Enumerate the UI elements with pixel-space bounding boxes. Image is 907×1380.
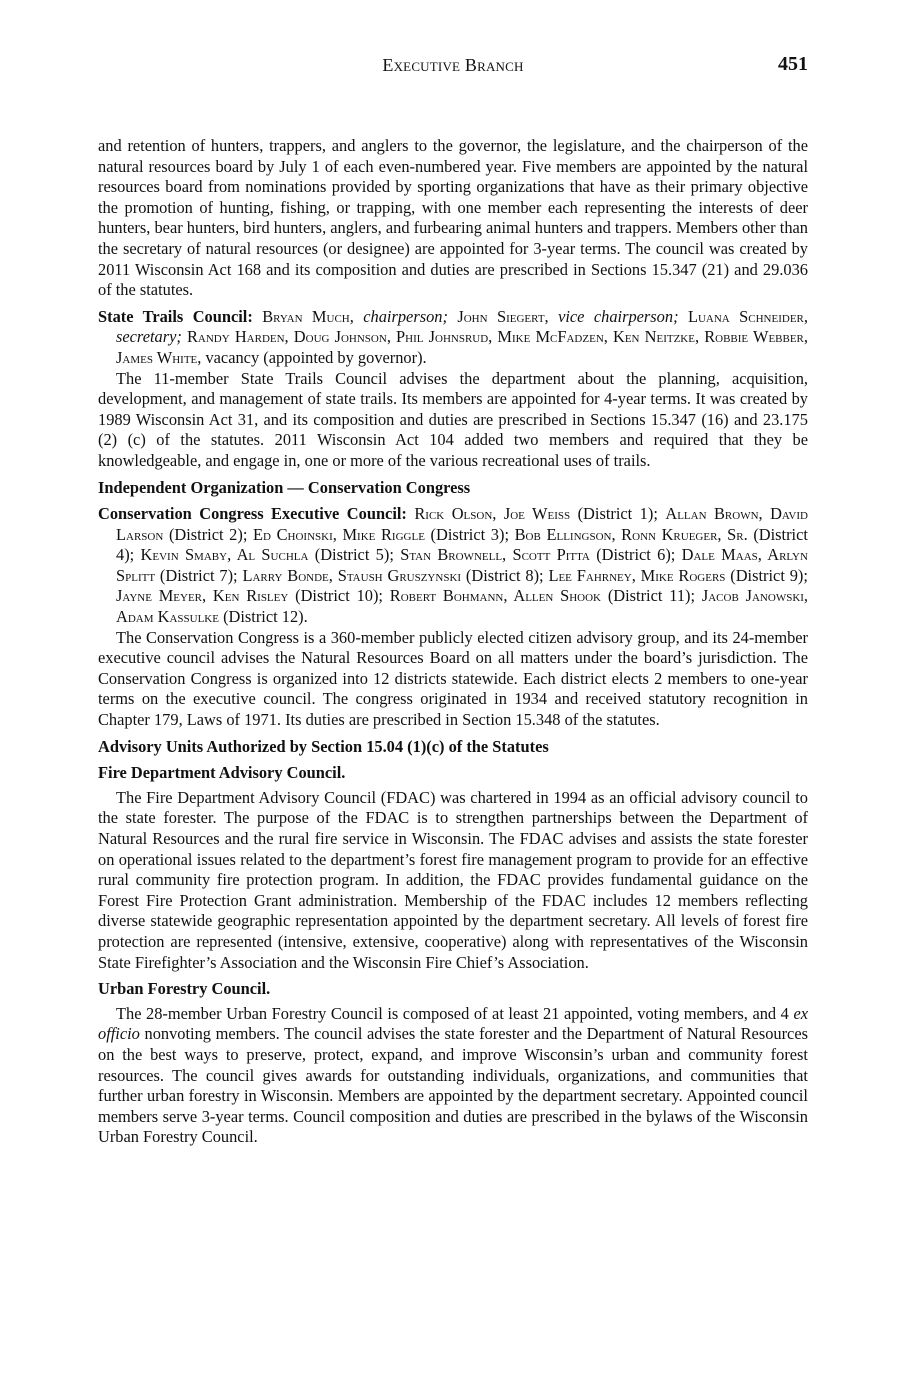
entry-title: Conservation Congress Executive Council: (98, 504, 407, 524)
district-label: (District 7); (159, 565, 238, 585)
member-name: Bryan Much (262, 306, 350, 326)
member-names: Stan Brownell, Scott Pitta (400, 545, 590, 565)
district-label: (District 1); (577, 504, 658, 524)
member-names: Dale Maas, Arlyn Splitt (116, 545, 808, 585)
conservation-congress-entry (98, 504, 808, 628)
member-names: Larry Bonde, Staush Gruszynski (242, 565, 462, 585)
member-names: Allan Brown, David Larson (116, 504, 808, 544)
urban-forestry-heading: Urban Forestry Council. (98, 979, 271, 999)
district-label: (District 9); (730, 565, 808, 585)
conservation-congress-description: The Conservation Congress is a 360-member publicly elected citizen advisory group, and its 24-member executive council advises the Natural Resources Board on all matters under the board’s jurisdiction. The Conservation Congress is organized into 12 districts statewide. Each district elects 2 members to one-year terms on the executive council. The congress originated in 1934 and received statutory recognition in Chapter 179, Laws of 1971. Its duties are prescribed in Section 15.348 of the statutes. (98, 627, 808, 730)
district-label: (District 11); (607, 586, 696, 606)
member-role: chairperson; (363, 306, 448, 326)
member-names: Kevin Smaby, Al Suchla (140, 545, 309, 565)
member-name: John Siegert (457, 306, 545, 326)
running-head: Executive Branch (382, 55, 524, 75)
district-label: (District 3); (430, 524, 509, 544)
member-names: Rick Olson, Joe Weiss (414, 504, 571, 524)
section-heading-independent: Independent Organization — Conservation Congress (98, 477, 471, 497)
member-names: Jacob Janowski, Adam Kassulke (116, 586, 809, 627)
member-names: Jayne Meyer, Ken Risley (116, 586, 289, 606)
member-role: secretary; (116, 327, 182, 347)
fdac-heading: Fire Department Advisory Council. (98, 763, 346, 783)
entry-title: State Trails Council: (98, 306, 253, 326)
district-label: (District 5); (314, 545, 394, 565)
italic-term: ex officio (98, 1003, 808, 1044)
text-run: The 28-member Urban Forestry Council is composed of at least 21 appointed, voting members, and 4 (116, 1003, 794, 1023)
section-heading-advisory: Advisory Units Authorized by Section 15.04 (1)(c) of the Statutes (98, 736, 549, 756)
text-run: nonvoting members. The council advises the state forester and the Department of Natural Resources on the best ways to preserve, protect, expand, and improve Wisconsin’s urban and community forest resources. The council gives awards for outstanding individuals, organizations, and communities that further urban forestry in Wisconsin. Members are appointed by the department secretary. Appointed council members serve 3-year terms. Council composition and duties are prescribed in the bylaws of the Wisconsin Urban Forestry Council. (98, 1024, 808, 1147)
fdac-description: The Fire Department Advisory Council (FDAC) was chartered in 1994 as an official advisory council to the state forester. The purpose of the FDAC is to strengthen partnerships between the Department of Natural Resources and the rural fire service in Wisconsin. The FDAC advises and assists the state forester on operational issues related to the department’s forest fire management program to provide for an effective rural community fire protection program. In addition, the FDAC provides fundamental guidance on the Forest Fire Protection Grant administration. Membership of the FDAC includes 12 members reflecting diverse statewide geographic representation appointed by the department secretary. All levels of forest fire protection are represented (intensive, extensive, cooperative) along with representatives of the Wisconsin State Firefighter’s Association and the Wisconsin Fire Chief’s Association. (98, 787, 808, 972)
member-name: Luana Schneider (687, 306, 804, 326)
member-names: Robert Bohmann, Allen Shook (389, 586, 601, 606)
urban-forestry-description (98, 1004, 808, 1148)
state-trails-description: The 11-member State Trails Council advises the department about the planning, acquisition, development, and management of state trails. Its members are appointed for 4-year terms. It was created by 1989 Wisconsin Act 31, and its composition and duties are prescribed in Sections 15.347 (16) and 23.175 (2) (c) of the statutes. 2011 Wisconsin Act 104 added two members and required that they be knowledgeable, and engage in, one or more of the various recreational uses of trails. (98, 368, 808, 470)
continued-paragraph: and retention of hunters, trappers, and anglers to the governor, the legislature, and the chairperson of the natural resources board by July 1 of each even-numbered year. Five members are appointed by the natural resources board from nominations provided by sporting organizations that have as their primary objective the promotion of hunting, fishing, or trapping, with one member each representing the interests of deer hunters, bear hunters, bird hunters, anglers, and furbearing animal hunters and trappers. Members other than the secretary of natural resources (or designee) are appointed for 3-year terms. The council was created by 2011 Wisconsin Act 168 and its composition and duties are prescribed in Sections 15.347 (21) and 29.036 of the statutes. (98, 136, 808, 300)
district-label: (District 2); (168, 524, 248, 544)
district-label: (District 10); (295, 586, 383, 606)
page-body (98, 136, 808, 1148)
page-header (98, 55, 808, 83)
district-label: (District 12). (223, 607, 308, 627)
district-label: (District 8); (465, 565, 544, 585)
member-names: Randy Harden, Doug Johnson, Phil Johnsrud, Mike McFadzen, Ken Neitzke, Robbie Webber, James White (116, 327, 808, 367)
member-role: vice chairperson; (558, 306, 679, 326)
member-names: Ed Choinski, Mike Riggle (253, 524, 425, 544)
member-names: Lee Fahrney, Mike Rogers (548, 565, 726, 585)
member-names: Bob Ellingson, Ronn Krueger, Sr. (514, 524, 748, 544)
district-label: (District 6); (596, 545, 676, 565)
state-trails-council-entry: State Trails Council: Bryan Much, chairperson; John Siegert, vice chairperson; Luana Schneider, secretary; Randy Harden, Doug Johnson, Phil Johnsrud, Mike McFadzen, Ken Neitzke, Robbie Webber, James White, vacancy (appointed by governor). (98, 306, 808, 367)
page-number: 451 (778, 53, 808, 75)
district-label: (District 4); (116, 524, 808, 565)
entry-tail: , vacancy (appointed by governor). (197, 347, 427, 367)
